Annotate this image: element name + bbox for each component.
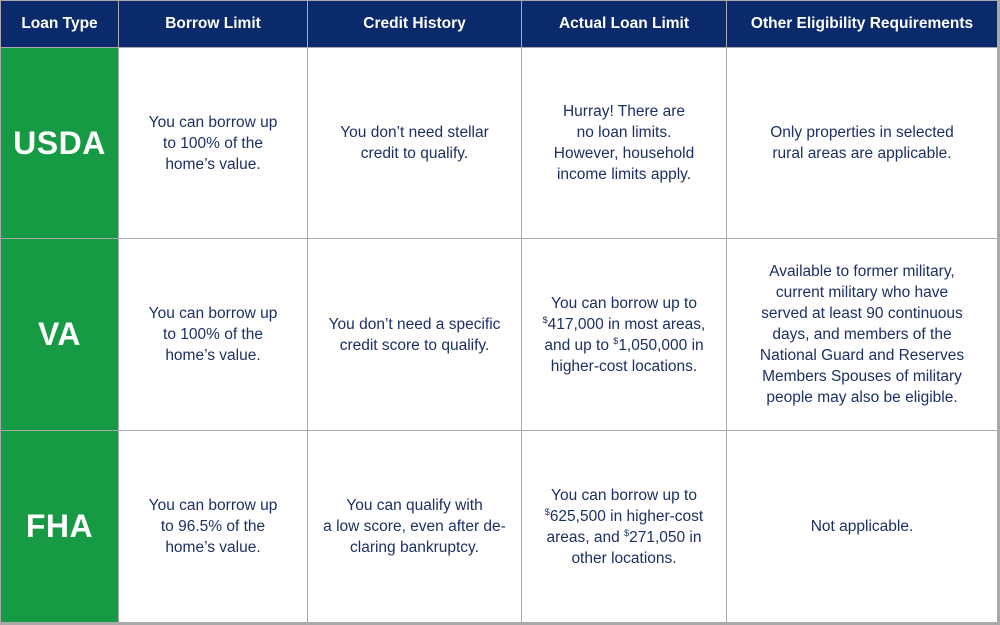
fha-loan-limit-line-4: other locations. (571, 549, 677, 567)
fha-borrow-limit (119, 431, 307, 622)
fha-borrow-limit-text: You can borrow up to 96.5% of the home’s value. (148, 497, 278, 556)
va-loan-limit-line-2 (543, 314, 706, 335)
va-loan-limit-amount-1: 417,000 in most areas, (547, 315, 706, 333)
fha-loan-limit-amount-1: 625,500 in higher-cost (549, 507, 704, 525)
fha-eligibility (727, 431, 997, 622)
va-loan-limit (522, 239, 726, 430)
header-credit-history: Credit History (308, 1, 521, 47)
va-eligibility-text: Available to former military, current military who have served at least 90 continuous days, and members of the National Guard and Reserves Members Spouses of military people may also be eligible. (759, 263, 965, 406)
fha-loan-limit (522, 431, 726, 622)
usda-credit-history-text: You don’t need stellar credit to qualify. (340, 124, 489, 162)
usda-eligibility-text: Only properties in selected rural areas are applicable. (770, 124, 954, 162)
currency-superscript: $ (613, 335, 619, 346)
currency-superscript: $ (624, 527, 630, 538)
va-loan-limit-amount-2: 1,050,000 in (618, 336, 704, 354)
header-borrow-limit: Borrow Limit (119, 1, 307, 47)
va-credit-history (308, 239, 521, 430)
fha-eligibility-text: Not applicable. (810, 518, 914, 535)
fha-credit-history-text: You can qualify with a low score, even after de- claring bankruptcy. (323, 497, 506, 556)
fha-loan-limit-line-3 (545, 527, 703, 548)
usda-credit-history (308, 48, 521, 238)
fha-credit-history (308, 431, 521, 622)
fha-loan-limit-amount-2: 271,050 in (629, 528, 702, 546)
usda-borrow-limit (119, 48, 307, 238)
va-credit-history-text: You don’t need a specific credit score to qualify. (328, 315, 501, 354)
loan-type-va: VA (1, 239, 118, 430)
fha-loan-limit-line-1: You can borrow up to (551, 486, 697, 504)
usda-eligibility (727, 48, 997, 238)
header-other-eligibility: Other Eligibility Requirements (727, 1, 997, 47)
fha-loan-limit-line-2 (545, 506, 703, 527)
va-borrow-limit-text: You can borrow up to 100% of the home’s value. (148, 305, 278, 364)
va-borrow-limit (119, 239, 307, 430)
va-loan-limit-line-1: You can borrow up to (551, 294, 697, 312)
va-eligibility (727, 239, 997, 430)
header-loan-type: Loan Type (1, 1, 118, 47)
va-loan-limit-prefix: and up to (544, 336, 614, 354)
va-loan-limit-line-4: higher-cost locations. (550, 357, 698, 375)
fha-loan-limit-prefix: areas, and (546, 528, 625, 546)
fha-loan-limit-text (545, 485, 703, 569)
usda-loan-limit (522, 48, 726, 238)
currency-superscript: $ (544, 506, 550, 517)
loan-type-usda: USDA (1, 48, 118, 238)
currency-superscript: $ (542, 314, 548, 325)
usda-loan-limit-text: Hurray! There are no loan limits. However, household income limits apply. (553, 103, 695, 183)
loan-type-fha: FHA (1, 431, 118, 622)
header-actual-loan-limit: Actual Loan Limit (522, 1, 726, 47)
va-loan-limit-text (543, 293, 706, 377)
va-loan-limit-line-3 (543, 335, 706, 356)
usda-borrow-limit-text: You can borrow up to 100% of the home’s value. (148, 113, 278, 173)
